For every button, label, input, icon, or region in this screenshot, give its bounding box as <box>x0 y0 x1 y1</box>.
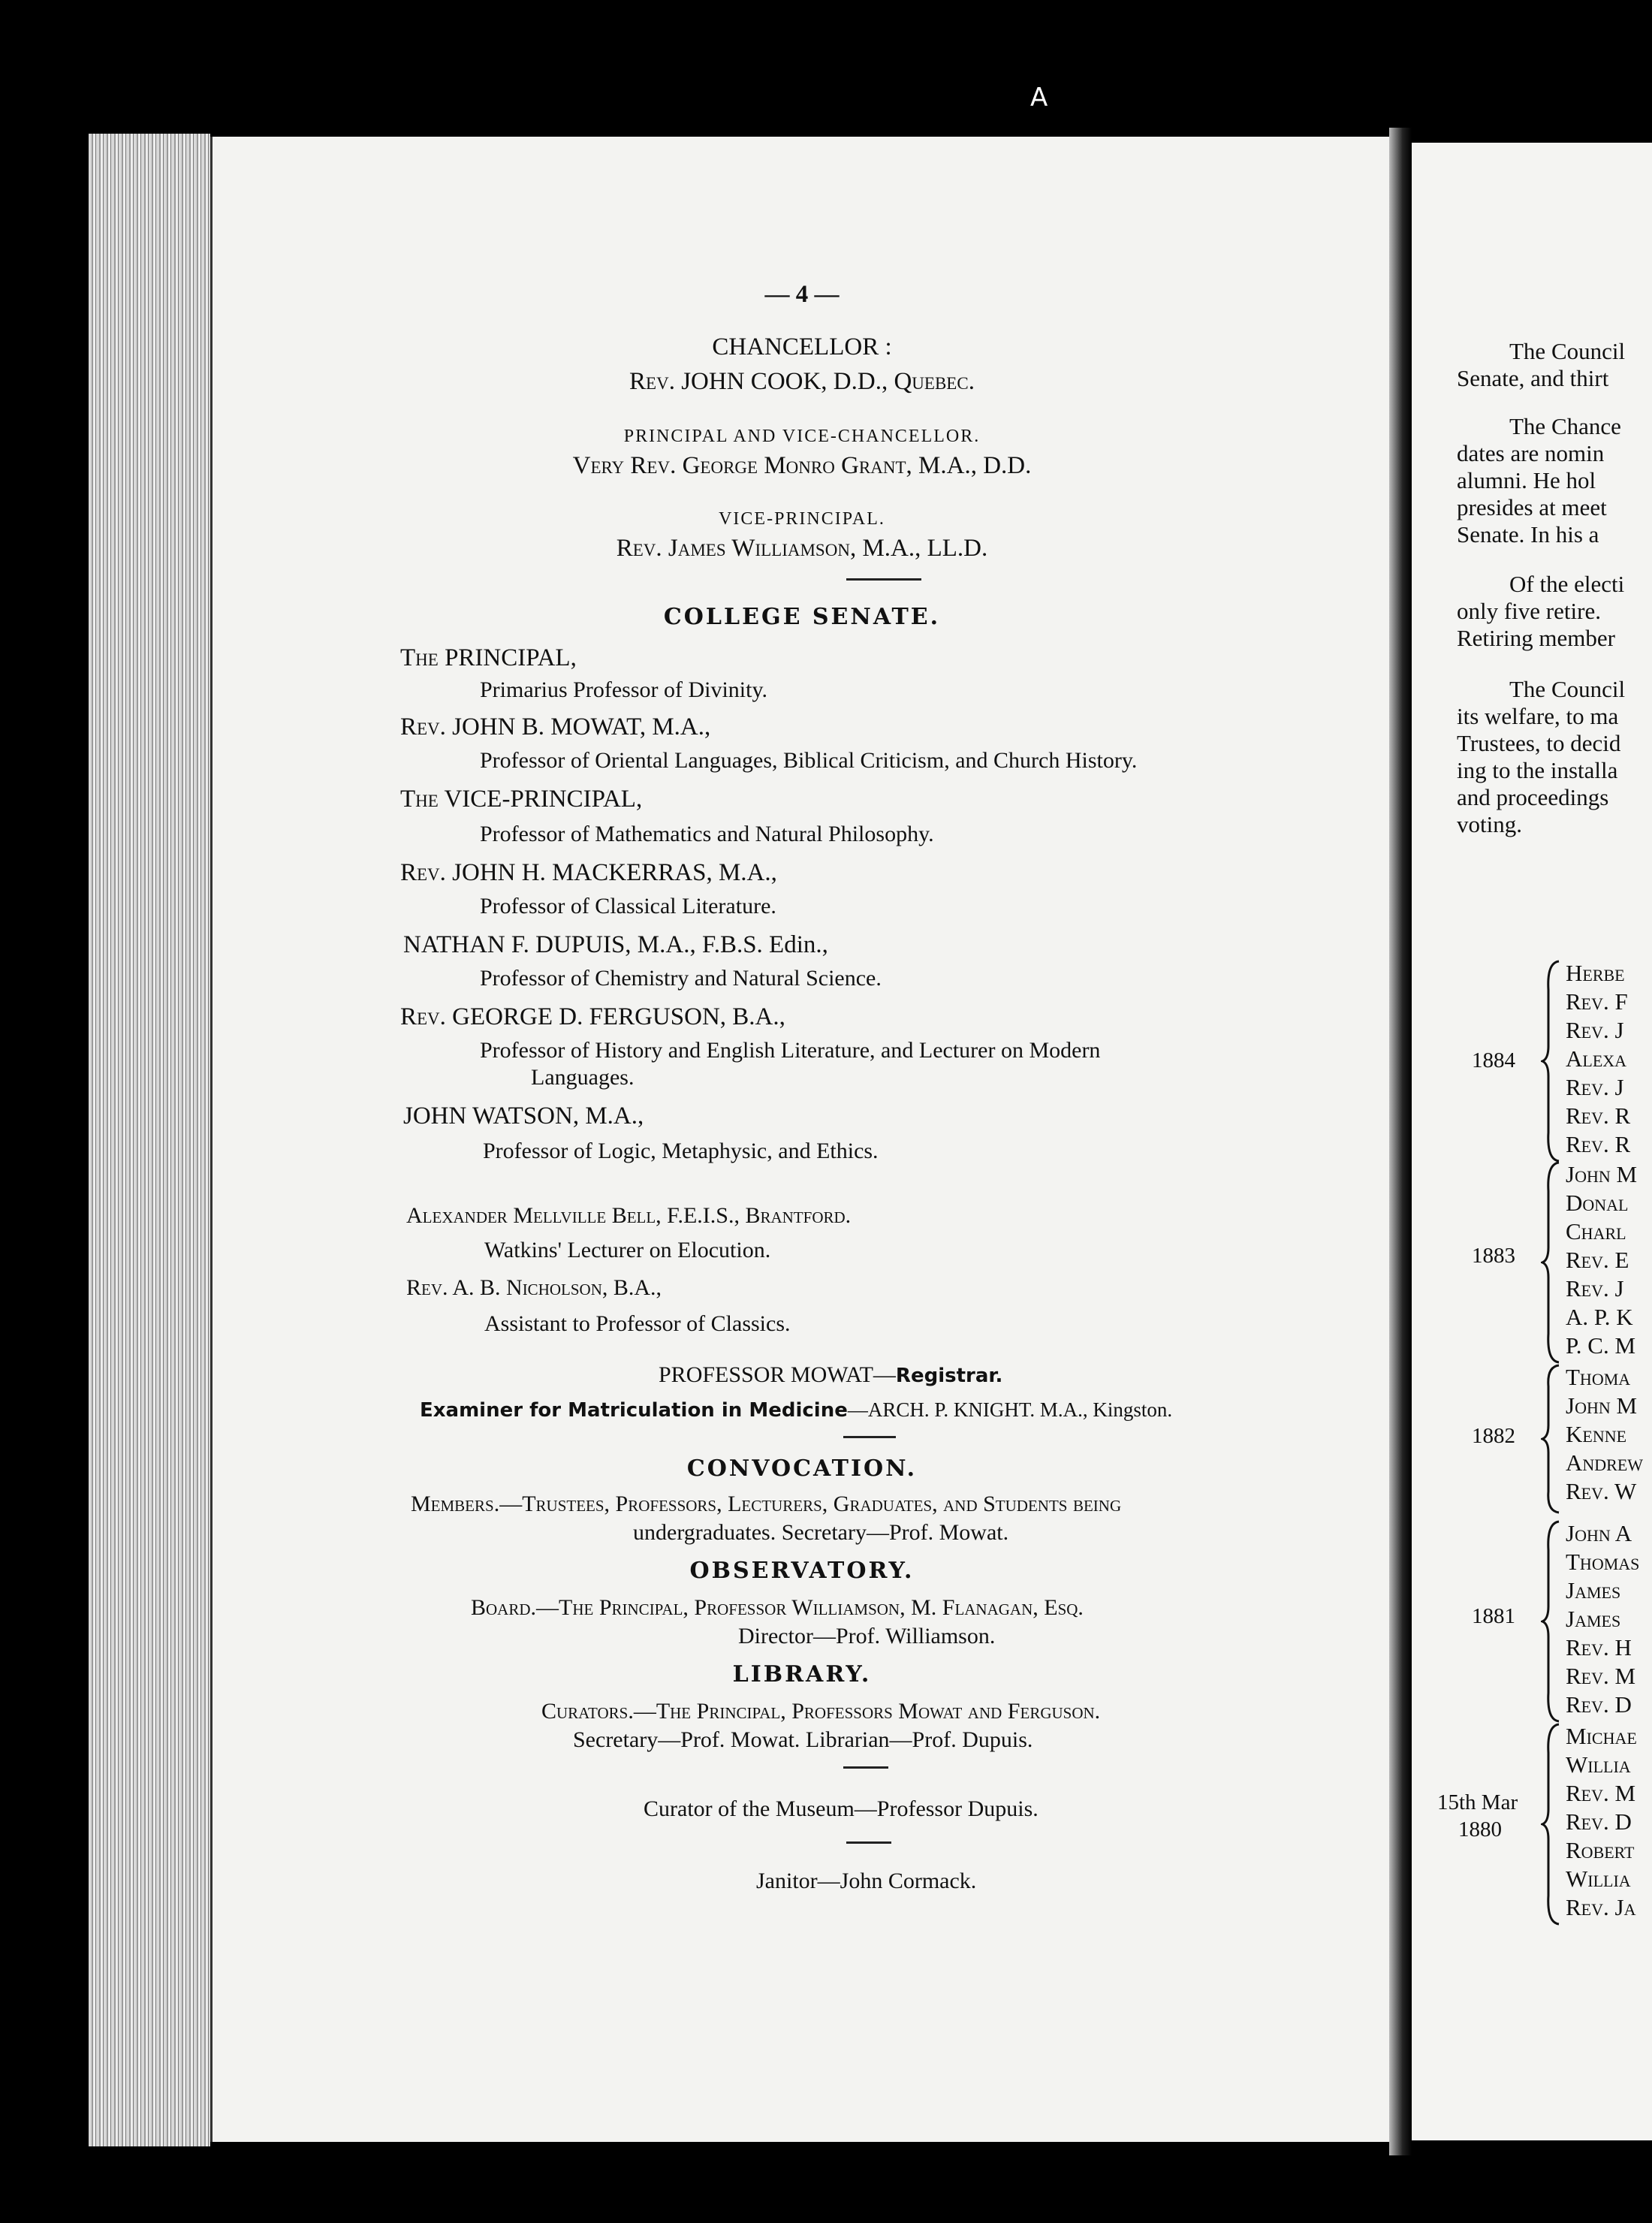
registrar-prefix: PROFESSOR MOWAT— <box>659 1362 896 1387</box>
group-name: Michae <box>1566 1723 1637 1749</box>
senate-member-title: Primarius Professor of Divinity. <box>480 677 768 702</box>
right-page <box>1412 143 1652 2140</box>
observatory-heading: OBSERVATORY. <box>689 1558 915 1584</box>
group-name: Rev. M <box>1566 1663 1636 1689</box>
group-name: Thoma <box>1566 1364 1631 1390</box>
principal-name: Very Rev. George Monro Grant, M.A., D.D. <box>572 452 1032 479</box>
senate-member-name: The PRINCIPAL, <box>400 644 577 671</box>
group-name: Rev. Ja <box>1566 1894 1636 1920</box>
paragraph-line: The Council <box>1509 338 1626 364</box>
senate-member-name: Rev. GEORGE D. FERGUSON, B.A., <box>400 1003 785 1030</box>
paragraph-line: voting. <box>1457 811 1522 837</box>
group-year-2: 1880 <box>1458 1817 1502 1841</box>
group-name: John A <box>1566 1520 1632 1546</box>
paragraph-line: Senate, and thirt <box>1457 365 1609 391</box>
book-page-edges <box>89 134 210 2146</box>
group-name: Alexa <box>1566 1045 1627 1072</box>
group-year: 1884 <box>1472 1048 1515 1072</box>
paragraph-line: dates are nomin <box>1457 440 1605 466</box>
brace-icon <box>1541 1161 1563 1364</box>
group-name: John M <box>1566 1161 1638 1187</box>
library-secretary-librarian: Secretary—Prof. Mowat. Librarian—Prof. Dupuis. <box>573 1727 1033 1752</box>
vice-principal-heading: VICE-PRINCIPAL. <box>719 509 885 529</box>
divider <box>846 1841 891 1844</box>
convocation-members: Members.—Trustees, Professors, Lecturers, Graduates, and Students being <box>411 1492 1122 1516</box>
senate-member-title: Watkins' Lecturer on Elocution. <box>484 1238 771 1262</box>
group-name: Charl <box>1566 1218 1626 1244</box>
paragraph-line: and proceedings <box>1457 784 1609 810</box>
group-name: Herbe <box>1566 960 1625 986</box>
divider <box>843 1766 888 1769</box>
examiner-label: Examiner for Matriculation in Medicine <box>420 1399 848 1422</box>
group-year: 1881 <box>1472 1604 1515 1628</box>
book-gutter <box>1389 128 1412 2155</box>
group-name: A. P. K <box>1566 1304 1633 1330</box>
examiner-value: —ARCH. P. KNIGHT. M.A., Kingston. <box>847 1398 1173 1421</box>
group-name: Willia <box>1566 1751 1631 1778</box>
library-curators: Curators.—The Principal, Professors Mowat and Ferguson. <box>541 1699 1101 1724</box>
group-name: Rev. J <box>1566 1074 1624 1100</box>
senate-member-name: Rev. JOHN B. MOWAT, M.A., <box>400 713 711 740</box>
group-year: 15th Mar <box>1437 1790 1518 1814</box>
left-page <box>210 137 1391 2142</box>
convocation-secretary: undergraduates. Secretary—Prof. Mowat. <box>633 1520 1009 1545</box>
senate-member-title: Professor of Classical Literature. <box>480 894 776 918</box>
divider <box>843 1436 896 1438</box>
college-senate-heading: COLLEGE SENATE. <box>663 604 941 630</box>
group-name: Rev. D <box>1566 1808 1632 1835</box>
paragraph-line: ing to the installa <box>1457 757 1618 783</box>
group-name: Andrew <box>1566 1449 1644 1476</box>
principal-heading: PRINCIPAL AND VICE-CHANCELLOR. <box>623 427 981 446</box>
registrar-label: Registrar. <box>895 1365 1003 1387</box>
senate-member-name: Alexander Mellville Bell, F.E.I.S., Brantford. <box>406 1203 852 1228</box>
senate-member-title: Professor of Oriental Languages, Biblical Criticism, and Church History. <box>480 748 1138 773</box>
vice-principal-name: Rev. James Williamson, M.A., LL.D. <box>616 535 988 562</box>
senate-member-name: JOHN WATSON, M.A., <box>403 1102 644 1130</box>
group-name: James <box>1566 1606 1621 1632</box>
group-name: Rev. J <box>1566 1017 1624 1043</box>
paragraph-line: Retiring member <box>1457 625 1615 651</box>
janitor: Janitor—John Cormack. <box>756 1869 977 1893</box>
paragraph-line: only five retire. <box>1457 598 1601 624</box>
observatory-director: Director—Prof. Williamson. <box>738 1624 996 1648</box>
senate-member-name: Rev. A. B. Nicholson, B.A., <box>406 1275 662 1300</box>
paragraph-line: Of the electi <box>1509 571 1625 597</box>
paragraph-line: its welfare, to ma <box>1457 703 1619 729</box>
group-name: Rev. F <box>1566 988 1628 1015</box>
group-name: John M <box>1566 1392 1638 1419</box>
senate-member-name: NATHAN F. DUPUIS, M.A., F.B.S. Edin., <box>403 931 828 958</box>
group-name: Robert <box>1566 1837 1635 1863</box>
group-name: Rev. R <box>1566 1131 1631 1157</box>
paragraph-line: presides at meet <box>1457 494 1607 520</box>
paragraph-line: The Chance <box>1509 413 1621 439</box>
senate-member-title: Professor of Chemistry and Natural Science. <box>480 966 882 991</box>
observatory-board: Board.—The Principal, Professor Williamson, M. Flanagan, Esq. <box>471 1595 1084 1620</box>
paragraph-line: alumni. He hol <box>1457 467 1596 493</box>
group-name: Kenne <box>1566 1421 1627 1447</box>
senate-member-title: Professor of Logic, Metaphysic, and Ethics. <box>483 1139 879 1163</box>
paragraph-line: Senate. In his a <box>1457 521 1599 547</box>
chancellor-heading: CHANCELLOR : <box>712 333 892 360</box>
convocation-heading: CONVOCATION. <box>686 1455 918 1482</box>
group-name: P. C. M <box>1566 1332 1636 1359</box>
group-name: Rev. E <box>1566 1247 1629 1273</box>
library-heading: LIBRARY. <box>732 1661 872 1688</box>
paragraph-line: The Council <box>1509 676 1626 702</box>
page-number: — 4 — <box>764 281 840 308</box>
group-name: Rev. W <box>1566 1478 1637 1504</box>
group-name: Rev. H <box>1566 1634 1632 1660</box>
group-name: Rev. J <box>1566 1275 1624 1302</box>
group-name: Thomas <box>1566 1549 1640 1575</box>
senate-member-title-cont: Languages. <box>531 1065 635 1090</box>
group-name: Rev. D <box>1566 1691 1632 1718</box>
group-name: Donal <box>1566 1190 1629 1216</box>
top-mark: A <box>1030 83 1048 113</box>
brace-icon <box>1541 1364 1563 1514</box>
divider <box>846 578 921 581</box>
group-year: 1883 <box>1472 1244 1515 1268</box>
brace-icon <box>1541 1723 1563 1926</box>
brace-icon <box>1541 960 1563 1163</box>
group-name: Rev. R <box>1566 1102 1631 1129</box>
paragraph-line: Trustees, to decid <box>1457 730 1621 756</box>
brace-icon <box>1541 1520 1563 1723</box>
examiner-line <box>420 1398 1172 1422</box>
group-name: James <box>1566 1577 1621 1603</box>
registrar-line <box>659 1362 1002 1388</box>
senate-member-title: Professor of Mathematics and Natural Philosophy. <box>480 822 934 846</box>
chancellor-name: Rev. JOHN COOK, D.D., Quebec. <box>629 368 975 395</box>
group-name: Rev. M <box>1566 1780 1636 1806</box>
senate-member-title: Professor of History and English Literature, and Lecturer on Modern <box>480 1038 1101 1063</box>
senate-member-name: Rev. JOHN H. MACKERRAS, M.A., <box>400 859 777 886</box>
museum-curator: Curator of the Museum—Professor Dupuis. <box>644 1796 1039 1821</box>
senate-member-title: Assistant to Professor of Classics. <box>484 1311 791 1336</box>
group-year: 1882 <box>1472 1424 1515 1448</box>
senate-member-name: The VICE-PRINCIPAL, <box>400 786 643 813</box>
group-name: Willia <box>1566 1866 1631 1892</box>
